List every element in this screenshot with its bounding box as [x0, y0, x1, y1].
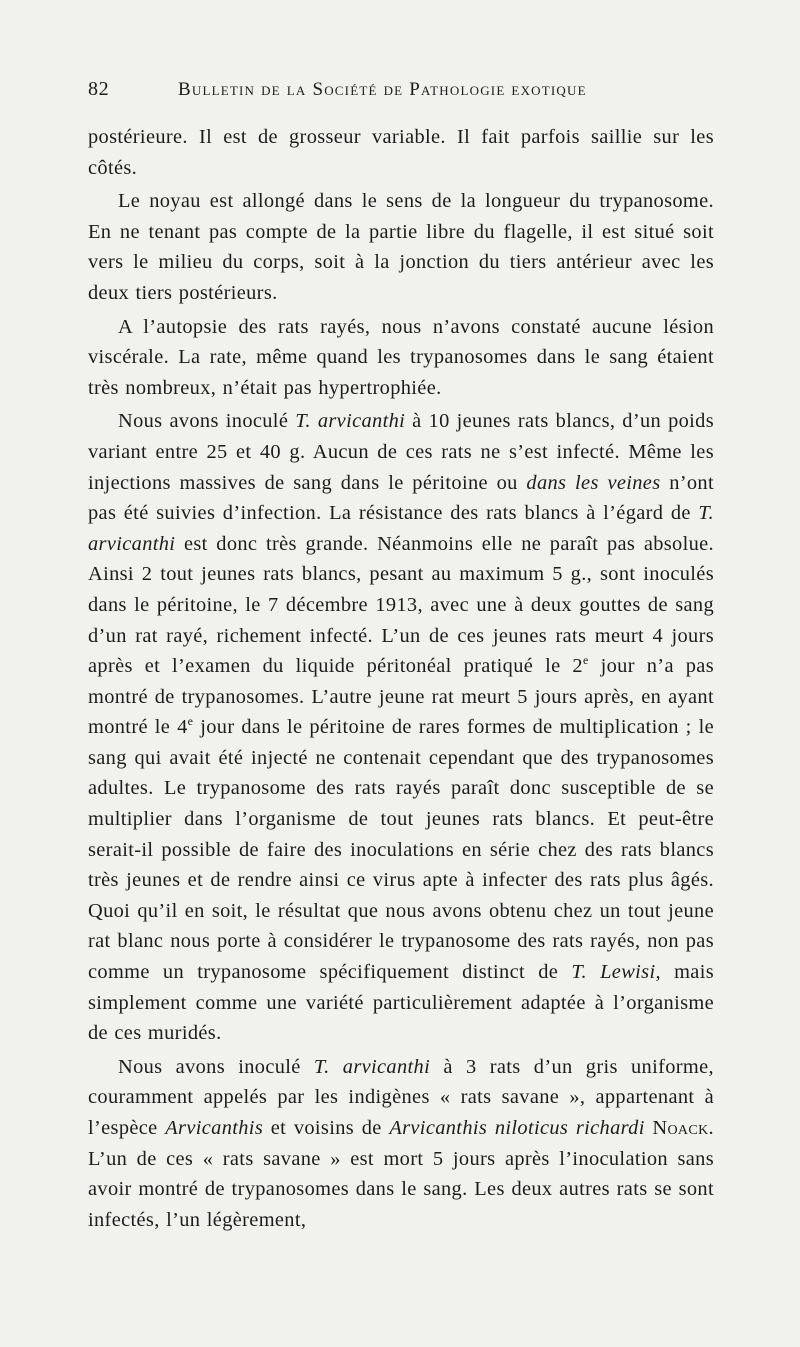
genus-name: Arvicanthis: [165, 1117, 264, 1139]
text-run: jour n’a pas montré de trypanosomes. L’autre jeune rat meurt 5 jours après, en ayant montré le 4: [88, 655, 714, 739]
text-run: n’ont pas été suivies d’infection. La résistance des rats blancs à l’égard de: [88, 471, 714, 525]
text-run: à 10 jeunes rats blancs, d’un poids variant entre 25 et 40 g. Aucun de ces rats ne s’est infecté. Même les injections massives de sang dans le péritoine ou: [88, 410, 714, 494]
species-name: T. arvicanthi: [313, 1055, 431, 1078]
ordinal-superscript: e: [582, 653, 589, 668]
text-run: . L’un de ces « rats savane » est mort 5 jours après l’inoculation sans avoir montré de trypanosomes dans le sang. Les deux autres rats se sont infectés, l’un légèrement,: [88, 1117, 714, 1231]
running-header: [88, 78, 714, 108]
running-title: Bulletin de la Société de Pathologie exotique: [178, 79, 587, 100]
text-run: Nous avons inoculé: [118, 1055, 314, 1078]
paragraph-3-text: A l’autopsie des rats rayés, nous n’avons constaté aucune lésion viscérale. La rate, même quand les trypanosomes dans le sang étaient très nombreux, n’était pas hypertrophiée.: [88, 315, 714, 399]
species-name: Arvicanthis niloticus richardi: [389, 1117, 645, 1139]
page-number: 82: [88, 78, 110, 100]
species-name: T. arvicanthi: [88, 502, 714, 555]
text-run: jour dans le péritoine de rares formes de multiplication ; le sang qui avait été injecté ne contenait cependant que des trypanosomes adultes. Le trypanosome des rats rayés paraît donc susceptible de se multiplier dans l’organisme de tout jeunes rats blancs. Et peut-être serait-il possible de faire des inoculations en série chez des rats blancs très jeunes et de rendre ainsi ce virus apte à infecter des rats plus âgés. Quoi qu’il en soit, le résultat que nous avons obtenu chez un tout jeune rat blanc nous porte à considérer le trypanosome des rats rayés, non pas comme un trypanosome spécifiquement distinct de: [88, 716, 714, 984]
paragraph-2-text: Le noyau est allongé dans le sens de la longueur du trypanosome. En ne tenant pas compte de la partie libre du flagelle, il est situé soit vers le milieu du corps, soit à la jonction du tiers antérieur avec les deux tiers postérieurs.: [88, 190, 714, 304]
text-run: et voisins de: [263, 1117, 390, 1139]
paragraph-1-text: postérieure. Il est de grosseur variable. Il fait parfois saillie sur les côtés.: [88, 126, 714, 179]
text-run: Nous avons inoculé: [118, 410, 296, 433]
author-name: Noack: [652, 1117, 709, 1139]
text-run: mais simplement comme une variété particulièrement adaptée à l’organisme de ces muridés.: [88, 961, 715, 1045]
ordinal-superscript: e: [187, 714, 194, 729]
species-name: T. arvicanthi: [295, 410, 406, 433]
paragraph-1: [88, 122, 714, 183]
paragraph-2: [88, 186, 714, 308]
emphasis: dans les veines: [526, 471, 661, 494]
paragraph-5: [88, 1052, 714, 1236]
text-run: à 3 rats d’un gris uniforme, couramment appelés par les indigènes « rats savane », appartenant à l’espèce: [88, 1055, 714, 1139]
text-run: est donc très grande. Néanmoins elle ne paraît pas absolue. Ainsi 2 tout jeunes rats blancs, pesant au maximum 5 g., sont inoculés dans le péritoine, le 7 décembre 1913, avec une à deux gouttes de sang d’un rat rayé, richement infecté. L’un de ces jeunes rats meurt 4 jours après et l’examen du liquide péritonéal pratiqué le 2: [88, 532, 714, 678]
paragraph-3: [88, 312, 714, 404]
body-text: [88, 122, 714, 1235]
paragraph-4: [88, 406, 714, 1048]
species-name: T. Lewisi,: [571, 961, 661, 984]
